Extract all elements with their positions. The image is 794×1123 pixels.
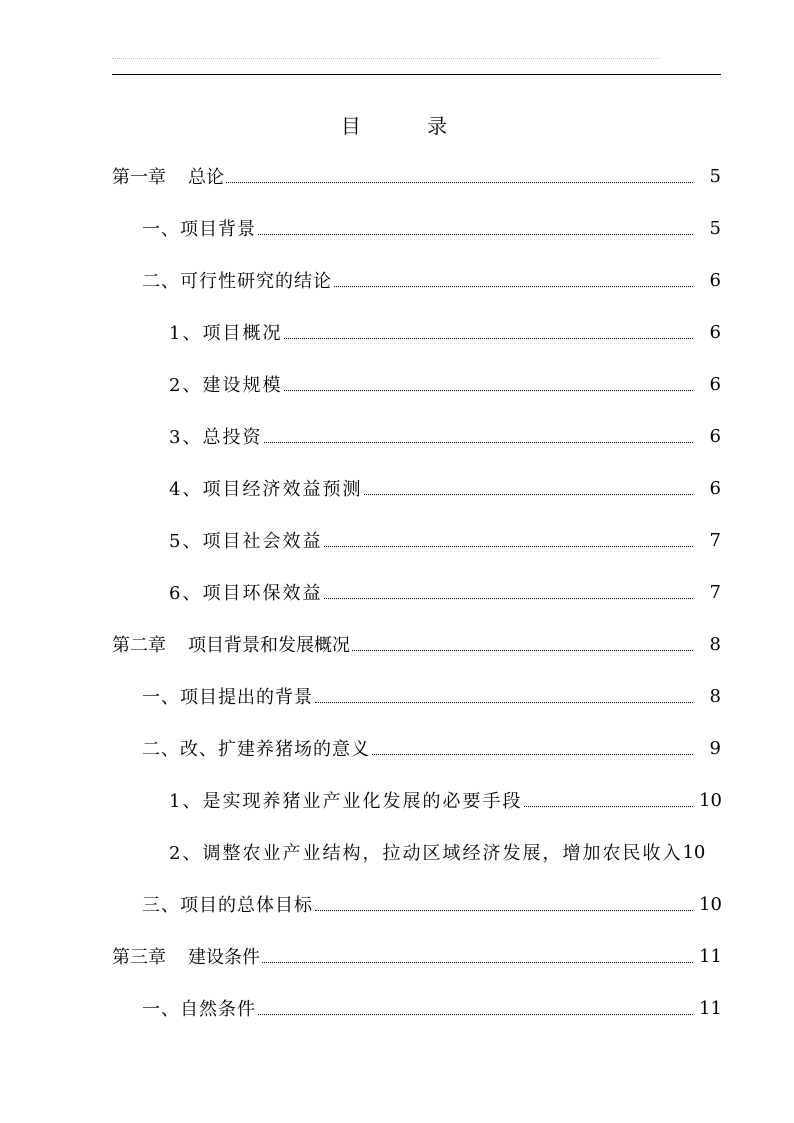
toc-title: 目 录	[340, 114, 478, 138]
toc-entry[interactable]	[112, 306, 721, 358]
toc-entry-text: 一、项目背景	[142, 219, 256, 240]
dot-leader	[372, 741, 693, 755]
toc-entry[interactable]	[112, 774, 721, 826]
dot-leader	[334, 273, 693, 287]
dot-leader	[284, 325, 693, 339]
toc-entry-text: 项目背景和发展概况	[188, 635, 350, 656]
toc-entry[interactable]	[112, 930, 721, 982]
dot-leader	[264, 429, 693, 443]
toc-page-number: 5	[709, 165, 721, 187]
toc-entry-text: 二、改、扩建养猪场的意义	[142, 739, 370, 760]
toc-entry-label	[169, 371, 282, 397]
toc-page-number: 5	[709, 217, 721, 239]
toc-entry-label	[169, 423, 262, 449]
table-of-contents	[112, 150, 721, 1034]
toc-entry-label	[169, 527, 322, 553]
toc-entry[interactable]	[112, 462, 721, 514]
dot-leader	[524, 793, 693, 807]
toc-entry[interactable]	[112, 670, 721, 722]
toc-entry-text: 1、项目概况	[169, 323, 283, 344]
dot-leader	[364, 481, 693, 495]
toc-entry-text: 一、项目提出的背景	[142, 687, 313, 708]
toc-page-number: 6	[709, 477, 721, 499]
toc-entry-label	[142, 215, 256, 241]
toc-chapter-number: 第二章	[112, 635, 166, 656]
toc-page-number: 11	[699, 945, 722, 967]
toc-page-number: 8	[709, 633, 721, 655]
toc-page-number: 6	[709, 321, 721, 343]
toc-page-number: 6	[709, 373, 721, 395]
toc-entry-label	[169, 579, 322, 605]
toc-entry[interactable]	[112, 514, 721, 566]
toc-chapter-number: 第三章	[112, 947, 166, 968]
toc-entry-text: 2、建设规模	[169, 375, 283, 396]
dot-leader	[226, 169, 693, 183]
toc-entry-label	[169, 475, 362, 501]
toc-chapter-number: 第一章	[112, 167, 166, 188]
toc-entry-label	[142, 683, 313, 709]
toc-page-number: 9	[709, 737, 721, 759]
toc-entry-label	[169, 787, 522, 813]
dot-leader	[262, 949, 693, 963]
toc-entry[interactable]	[112, 202, 721, 254]
toc-entry[interactable]	[112, 618, 721, 670]
dot-leader	[258, 1001, 693, 1015]
toc-entry-label	[142, 891, 313, 917]
toc-page-number: 8	[709, 685, 721, 707]
toc-entry-label	[112, 943, 260, 969]
dot-leader	[324, 533, 693, 547]
toc-page-number: 10	[699, 893, 722, 915]
toc-entry-text: 三、项目的总体目标	[142, 895, 313, 916]
toc-entry-label	[112, 631, 350, 657]
toc-entry[interactable]	[112, 878, 721, 930]
toc-entry[interactable]	[112, 566, 721, 618]
dot-leader	[324, 585, 693, 599]
dot-leader	[315, 689, 693, 703]
dot-leader	[315, 897, 693, 911]
toc-entry-label	[142, 995, 256, 1021]
header-dotted-line	[112, 58, 660, 59]
toc-entry[interactable]	[112, 410, 721, 462]
toc-entry-text: 3、总投资	[169, 427, 263, 448]
toc-entry-text: 4、项目经济效益预测	[169, 479, 363, 500]
toc-entry-text: 二、可行性研究的结论	[142, 271, 332, 292]
toc-entry[interactable]	[112, 982, 721, 1034]
toc-entry-label	[169, 839, 682, 865]
toc-page-number: 7	[709, 529, 721, 551]
toc-page-number: 6	[709, 425, 721, 447]
dot-leader	[258, 221, 693, 235]
toc-entry-text: 建设条件	[188, 947, 260, 968]
toc-entry-label	[142, 267, 332, 293]
toc-entry[interactable]	[112, 254, 721, 306]
toc-entry-label	[169, 319, 282, 345]
toc-page-number: 11	[699, 997, 722, 1019]
toc-page-number: 10	[682, 841, 706, 863]
dot-leader	[284, 377, 693, 391]
toc-entry-label	[112, 163, 224, 189]
toc-entry[interactable]	[112, 358, 721, 410]
dot-leader	[352, 637, 693, 651]
toc-entry-text: 一、自然条件	[142, 999, 256, 1020]
toc-entry-text: 总论	[188, 167, 224, 188]
toc-entry-text: 6、项目环保效益	[169, 583, 323, 604]
toc-page-number: 10	[699, 789, 722, 811]
toc-entry-text: 2、调整农业产业结构，拉动区域经济发展，增加农民收入	[169, 843, 683, 864]
toc-entry-label	[142, 735, 370, 761]
toc-entry[interactable]	[112, 826, 721, 878]
toc-entry-text: 5、项目社会效益	[169, 531, 323, 552]
toc-entry-text: 1、是实现养猪业产业化发展的必要手段	[169, 791, 523, 812]
toc-page-number: 7	[709, 581, 721, 603]
toc-page-number: 6	[709, 269, 721, 291]
toc-entry[interactable]	[112, 722, 721, 774]
header-rule	[112, 74, 721, 75]
toc-entry[interactable]	[112, 150, 721, 202]
